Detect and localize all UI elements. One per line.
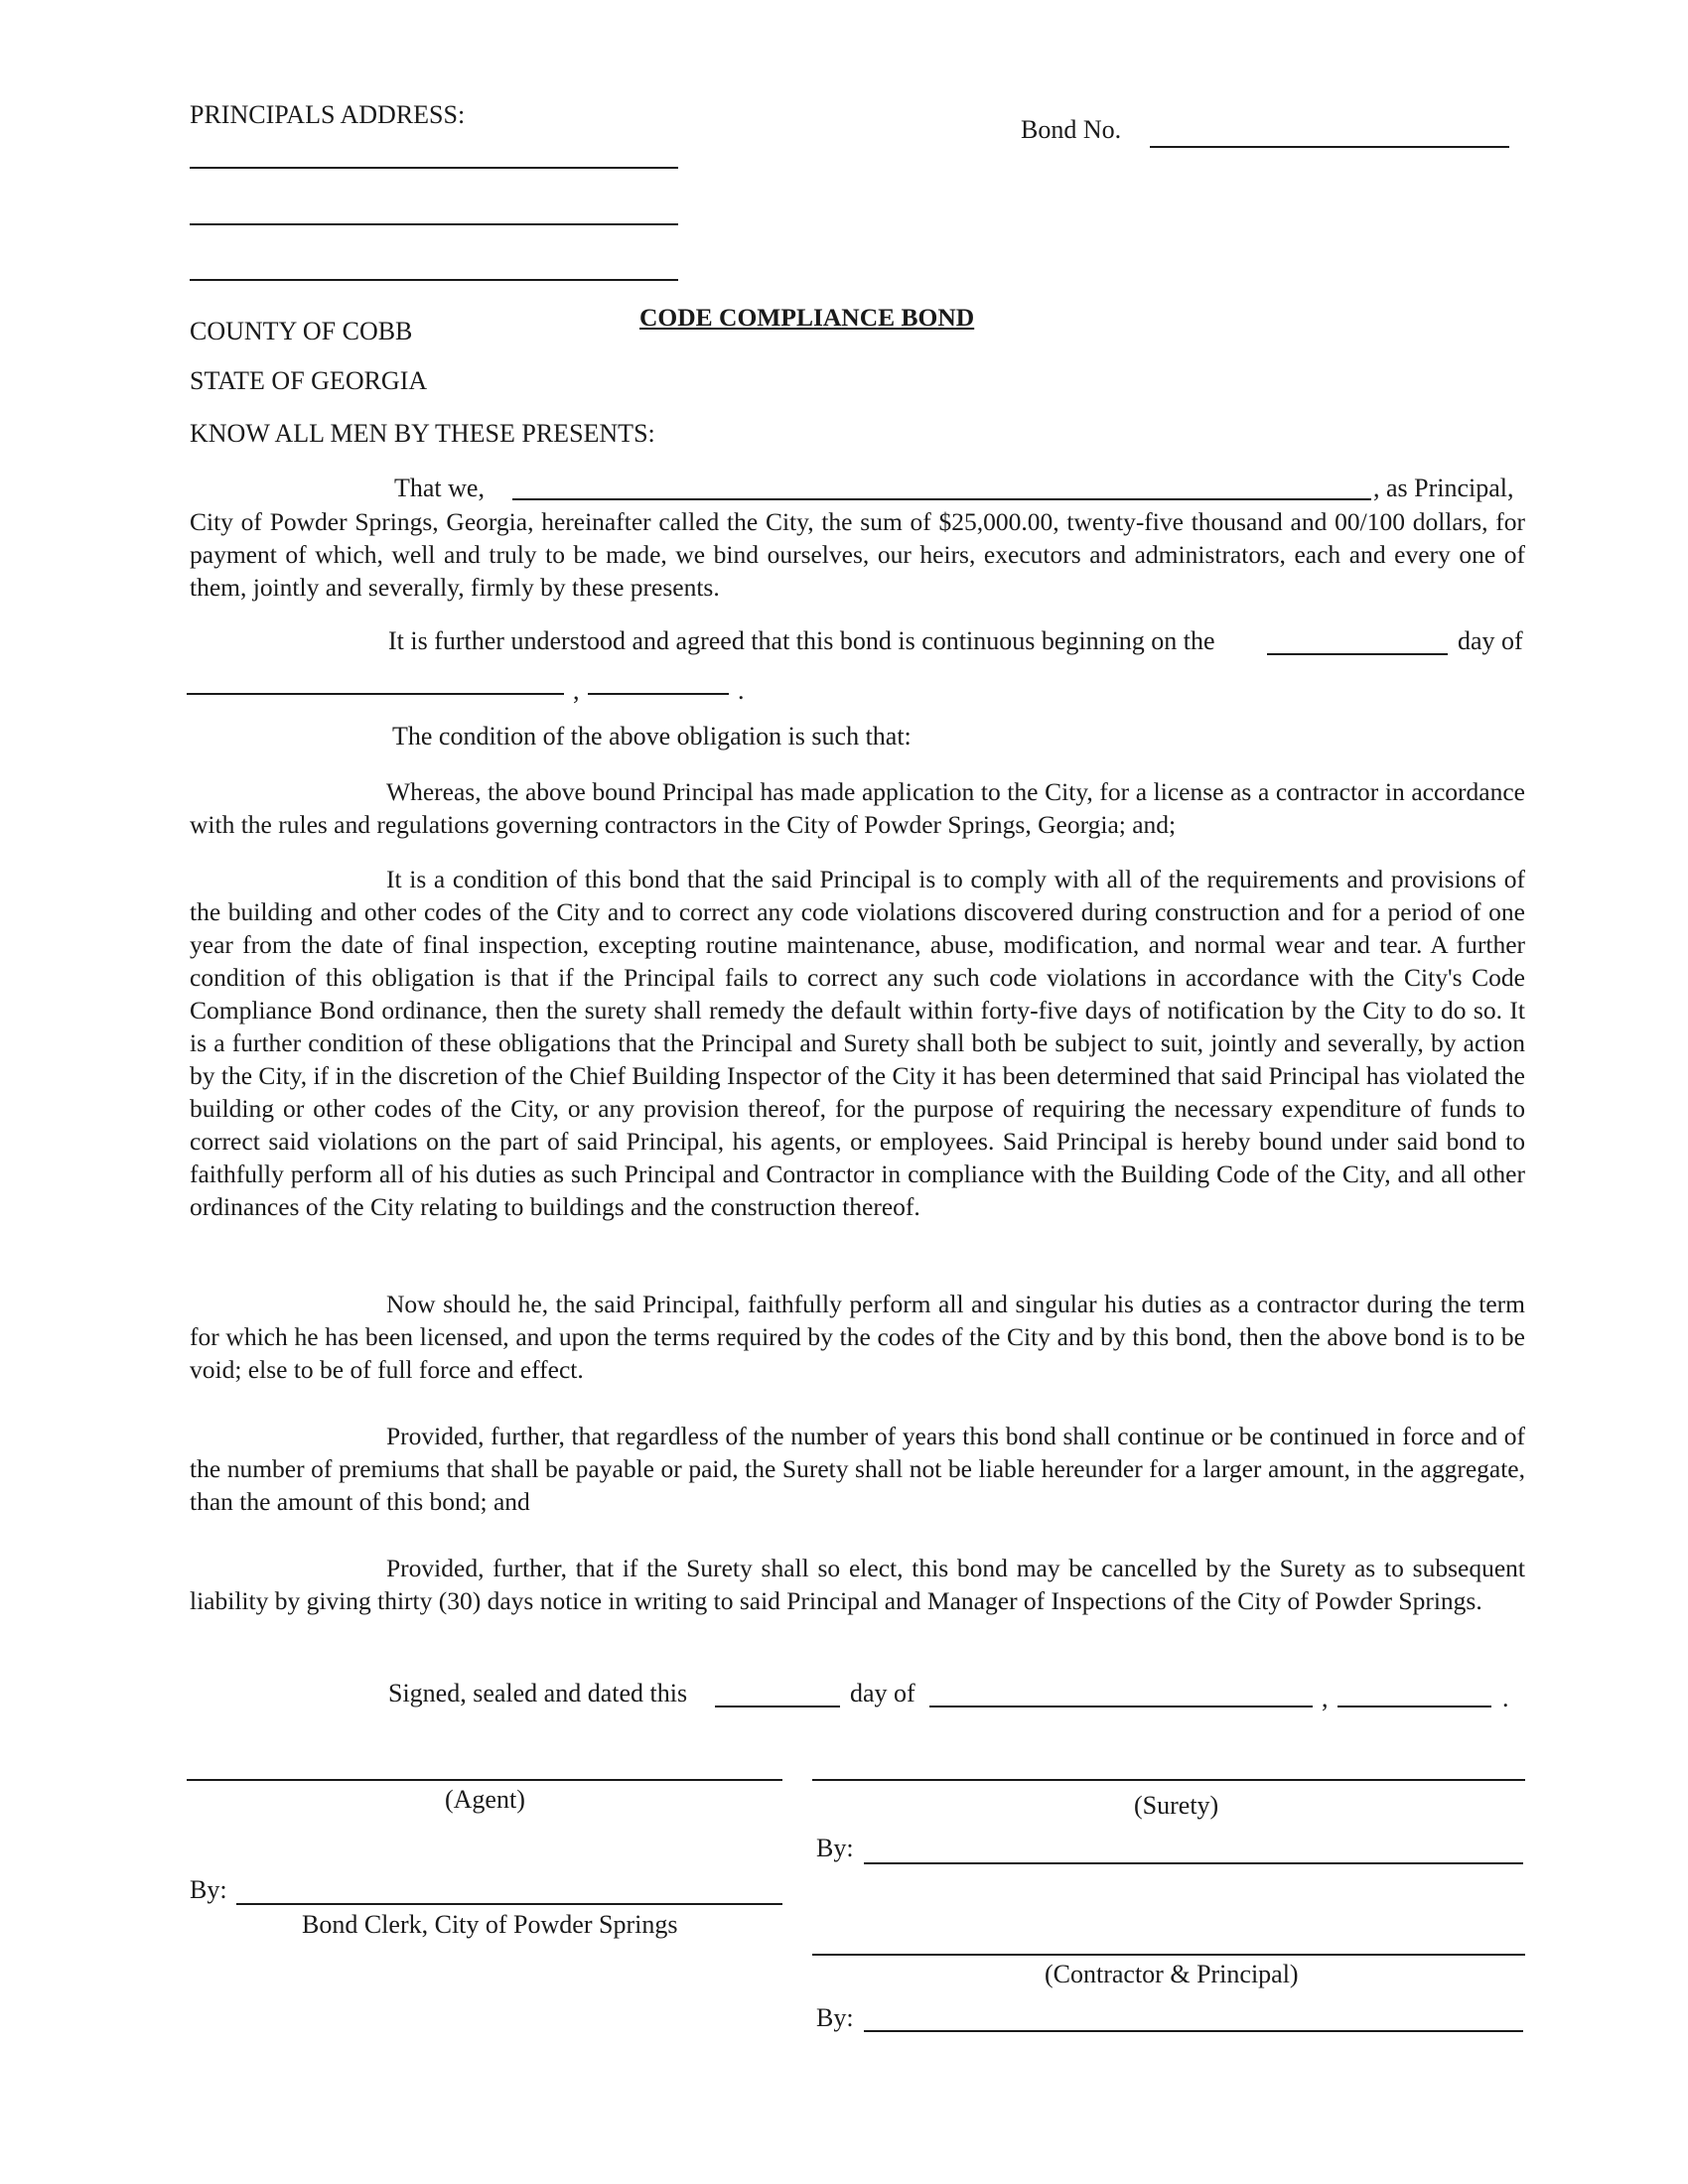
signed-day-field[interactable] bbox=[715, 1706, 840, 1707]
principals-address-label: PRINCIPALS ADDRESS: bbox=[190, 100, 466, 129]
principals-address-line-1[interactable] bbox=[190, 167, 678, 169]
signed-prefix: Signed, sealed and dated this bbox=[388, 1679, 688, 1707]
that-we-paragraph: City of Powder Springs, Georgia, hereinafter called the City, the sum of $25,000.00, twenty-five thousand and 00/100 dollars, for payment of which, well and truly to be made, we bind ourselves, our heirs, executors and administrators, each and every one of them, jointly and severally, firmly by these presents. bbox=[190, 507, 1525, 602]
principals-address-line-3[interactable] bbox=[190, 279, 678, 281]
signed-month-field[interactable] bbox=[929, 1706, 1313, 1707]
contractor-by-label: By: bbox=[816, 2003, 854, 2032]
contractor-signature-line[interactable] bbox=[812, 1954, 1525, 1956]
signed-year-field[interactable] bbox=[1337, 1706, 1491, 1707]
signed-day-of: day of bbox=[850, 1679, 915, 1707]
document-title: CODE COMPLIANCE BOND bbox=[639, 303, 975, 332]
principals-address-line-2[interactable] bbox=[190, 223, 678, 225]
county-label: COUNTY OF COBB bbox=[190, 317, 413, 345]
agent-signature-line[interactable] bbox=[187, 1779, 782, 1781]
surety-signature-line[interactable] bbox=[812, 1779, 1525, 1781]
provided-further-paragraph-2: Provided, further, that if the Surety shall so elect, this bond may be cancelled by the Surety as to subsequent liability by giving thirty (30) days notice in writing to said Principal and Manager of Inspections of the City of Powder Springs. bbox=[190, 1554, 1525, 1615]
bond-clerk-signature-line[interactable] bbox=[236, 1903, 782, 1905]
condition-intro: The condition of the above obligation is such that: bbox=[392, 722, 912, 751]
surety-by-label: By: bbox=[816, 1834, 854, 1862]
bond-no-field[interactable] bbox=[1150, 146, 1509, 148]
state-label: STATE OF GEORGIA bbox=[190, 366, 428, 395]
signed-period: . bbox=[1502, 1684, 1509, 1712]
continuous-prefix: It is further understood and agreed that this bond is continuous beginning on the bbox=[388, 626, 1215, 655]
continuous-month-field[interactable] bbox=[187, 693, 564, 695]
provided-further-paragraph-1: Provided, further, that regardless of the number of years this bond shall continue or be continued in force and of the number of premiums that shall be payable or paid, the Surety shall not be liable hereunder for a larger amount, in the aggregate, than the amount of this bond; and bbox=[190, 1422, 1525, 1516]
know-all-men-label: KNOW ALL MEN BY THESE PRESENTS: bbox=[190, 419, 655, 448]
contractor-by-signature-line[interactable] bbox=[864, 2030, 1523, 2032]
continuous-day-of: day of bbox=[1458, 626, 1523, 655]
continuous-year-field[interactable] bbox=[588, 693, 729, 695]
contractor-label: (Contractor & Principal) bbox=[1045, 1960, 1299, 1988]
bond-no-label: Bond No. bbox=[1021, 115, 1122, 144]
whereas-paragraph: Whereas, the above bound Principal has made application to the City, for a license as a contractor in accordance with the rules and regulations governing contractors in the City of Powder Springs, Georgia; and; bbox=[190, 777, 1525, 839]
now-should-paragraph: Now should he, the said Principal, faithfully perform all and singular his duties as a contractor during the term for which he has been licensed, and upon the terms required by the codes of the City and by this bond, then the above bond is to be void; else to be of full force and effect. bbox=[190, 1290, 1525, 1384]
that-we-suffix: , as Principal, bbox=[1373, 474, 1514, 502]
signed-comma: , bbox=[1322, 1684, 1329, 1712]
bond-clerk-label: Bond Clerk, City of Powder Springs bbox=[302, 1910, 678, 1939]
continuous-comma: , bbox=[573, 676, 580, 705]
condition-paragraph: It is a condition of this bond that the said Principal is to comply with all of the requirements and provisions of the building and other codes of the City and to correct any code violations discovered during construction and for a period of one year from the date of final inspection, excepting routine maintenance, abuse, modification, and normal wear and tear. A further condition of this obligation is that if the Principal fails to correct any such code violations in accordance with the City's Code Compliance Bond ordinance, then the surety shall remedy the default within forty-five days of notification by the City to do so. It is a further condition of these obligations that the Principal and Surety shall both be subject to suit, jointly and severally, by action by the City, if in the discretion of the Chief Building Inspector of the City it has been determined that said Principal has violated the building or other codes of the City, or any provision thereof, for the purpose of requiring the necessary expenditure of funds to correct said violations on the part of said Principal, his agents, or employees. Said Principal is hereby bound under said bond to faithfully perform all of his duties as such Principal and Contractor in compliance with the Building Code of the City, and all other ordinances of the City relating to buildings and the construction thereof. bbox=[190, 865, 1525, 1221]
principal-name-field[interactable] bbox=[512, 498, 1371, 500]
continuous-period: . bbox=[738, 676, 745, 705]
that-we-prefix: That we, bbox=[394, 474, 485, 502]
continuous-day-field[interactable] bbox=[1267, 653, 1448, 655]
agent-label: (Agent) bbox=[445, 1785, 525, 1814]
surety-label: (Surety) bbox=[1134, 1791, 1219, 1820]
bond-clerk-by-label: By: bbox=[190, 1875, 227, 1904]
surety-by-signature-line[interactable] bbox=[864, 1862, 1523, 1864]
